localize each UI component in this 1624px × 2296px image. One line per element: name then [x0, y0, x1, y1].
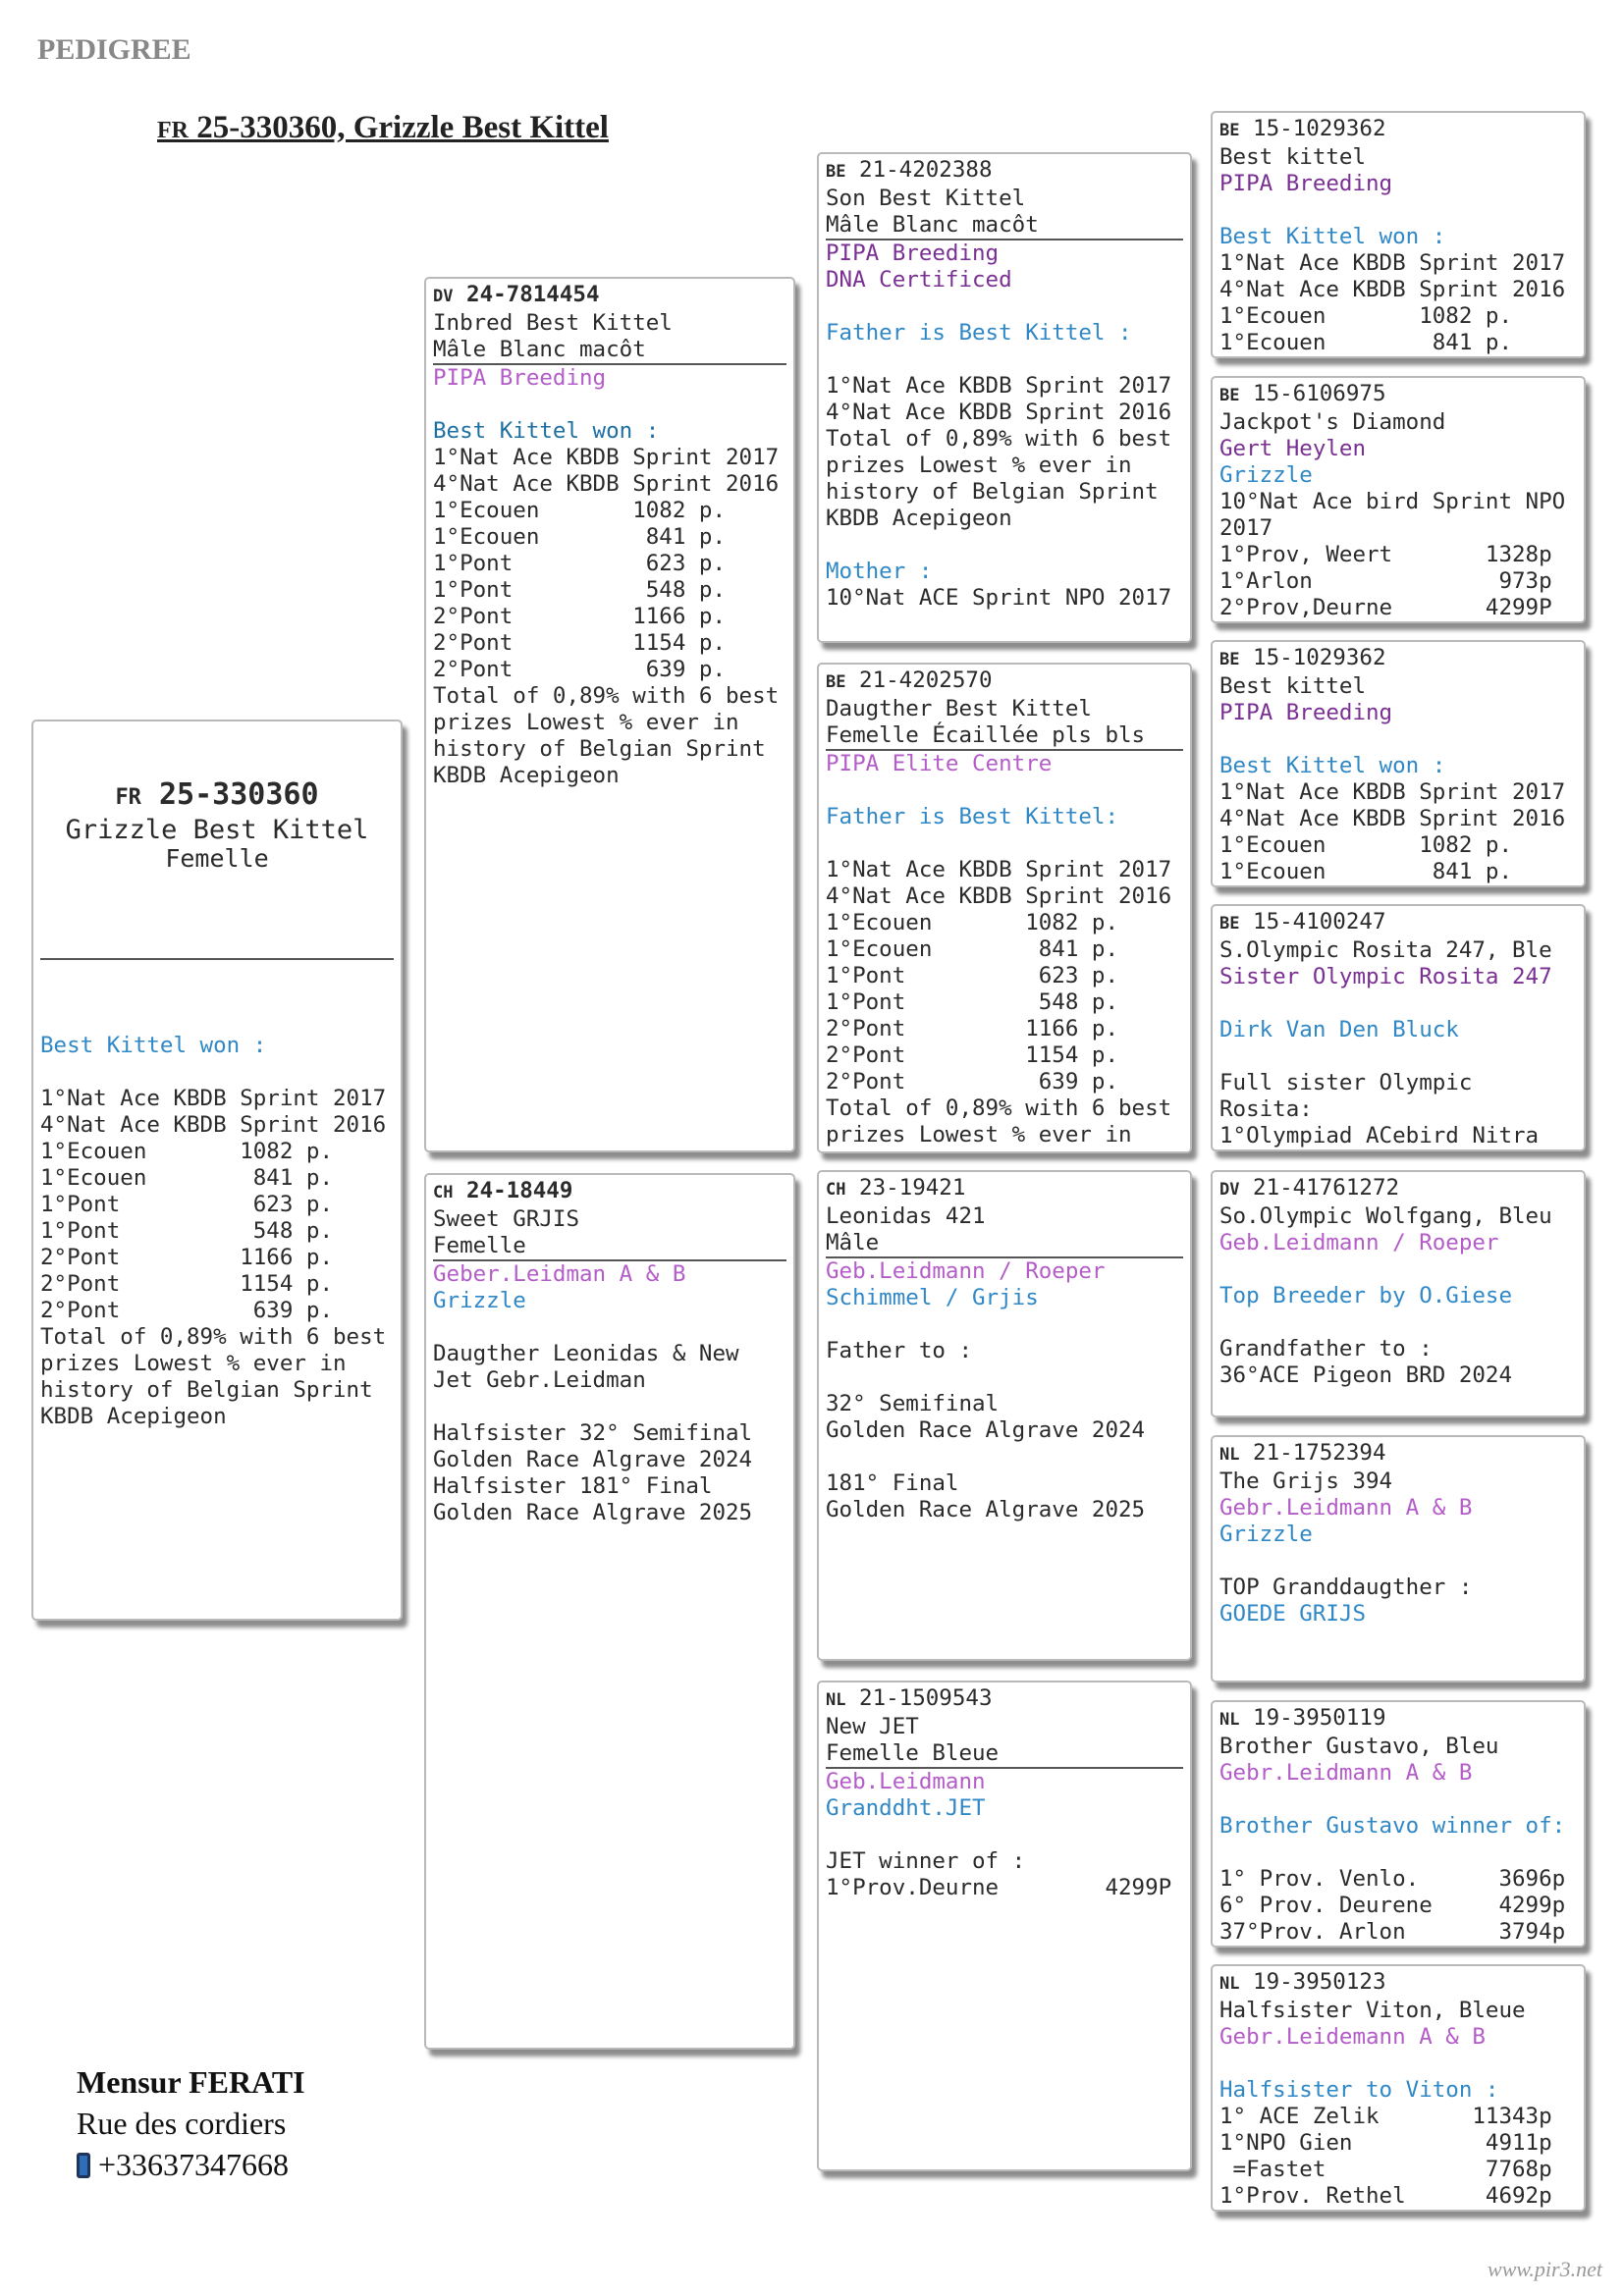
detail-line: 1°Nat Ace KBDB Sprint 2017 [1219, 250, 1566, 276]
ring-number: 21-41761272 [1253, 1175, 1400, 1201]
country-code: DV [1219, 1180, 1240, 1200]
detail-line: 32° Semifinal [826, 1391, 1000, 1416]
root-pigeon-card [31, 720, 403, 1621]
mobile-phone-icon [77, 2153, 90, 2178]
detail-line: 1°Ecouen 1082 p. [826, 910, 1119, 935]
detail-line: 1°Ecouen 1082 p. [1219, 303, 1513, 329]
detail-line [826, 294, 1183, 320]
detail-line: 181° Final [826, 1470, 959, 1496]
detail-line: Best kittel [1219, 144, 1367, 170]
detail-line: 1° Prov. Venlo. 3696p [1219, 1866, 1566, 1892]
detail-line: New JET [826, 1714, 919, 1739]
detail-line: 1°Olympiad ACebird Nitra [1219, 1123, 1540, 1148]
detail-line: 1°Ecouen 1082 p. [1219, 832, 1513, 858]
detail-line: Best kittel [1219, 673, 1367, 699]
footer-website: www.pir3.net [1488, 2257, 1602, 2281]
detail-line: PIPA Elite Centre [826, 751, 1053, 776]
detail-line [826, 347, 1183, 373]
detail-line: Mâle Blanc macôt [826, 212, 1183, 240]
dam-card [424, 1173, 795, 2050]
detail-line: KBDB Acepigeon [826, 506, 1012, 531]
ring-header [826, 667, 1183, 696]
detail-line: Grandfather to : [1219, 1336, 1433, 1362]
detail-line [433, 1314, 786, 1341]
detail-line: 1°Ecouen 841 p. [40, 1165, 334, 1191]
country-code: BE [1219, 914, 1240, 934]
country-code: NL [826, 1690, 846, 1710]
detail-line: Golden Race Algrave 2025 [433, 1500, 753, 1525]
gen3-card [817, 1681, 1192, 2171]
detail-line: 4°Nat Ace KBDB Sprint 2016 [1219, 806, 1566, 831]
ring-number: 21-1752394 [1253, 1440, 1386, 1466]
detail-line: Femelle Bleue [826, 1740, 1183, 1769]
detail-line: 1°Pont 548 p. [826, 989, 1119, 1015]
detail-line: 4°Nat Ace KBDB Sprint 2016 [826, 400, 1172, 425]
detail-line [826, 1364, 1183, 1391]
detail-line: prizes Lowest % ever in [40, 1351, 347, 1376]
detail-line: The Grijs 394 [1219, 1468, 1393, 1494]
detail-line: 1°Nat Ace KBDB Sprint 2017 [40, 1086, 387, 1111]
sire-card [424, 277, 795, 1152]
ring-number: 23-19421 [859, 1175, 966, 1201]
detail-line: Geb.Leidmann / Roeper [826, 1258, 1106, 1284]
detail-line: 4°Nat Ace KBDB Sprint 2016 [826, 883, 1172, 909]
ring-number: 24-7814454 [466, 282, 600, 307]
main-heading [157, 110, 609, 146]
detail-line: 2°Pont 1154 p. [40, 1271, 334, 1297]
detail-line: =Fastet 7768p [1219, 2157, 1552, 2182]
detail-line: 2°Pont 639 p. [433, 657, 727, 682]
country-code: BE [1219, 650, 1240, 669]
detail-line: Halfsister Viton, Bleue [1219, 1998, 1526, 2023]
detail-line: Father is Best Kittel: [826, 804, 1119, 829]
owner-block [77, 2061, 305, 2185]
detail-line: 1°Arlon 973p [1219, 568, 1552, 594]
ring-header [1219, 116, 1577, 144]
detail-line: Golden Race Algrave 2024 [433, 1447, 753, 1472]
root-sex: Femelle [165, 844, 269, 873]
ring-number: 15-6106975 [1253, 381, 1386, 406]
detail-line: Gebr.Leidmann A & B [1219, 1495, 1473, 1521]
detail-line: Dirk Van Den Bluck [1219, 1017, 1459, 1042]
detail-line: 4°Nat Ace KBDB Sprint 2016 [40, 1112, 387, 1138]
detail-line: prizes Lowest % ever in [826, 453, 1132, 478]
detail-line: KBDB Acepigeon [40, 1404, 227, 1429]
detail-line [1219, 990, 1577, 1017]
gen4-card [1211, 1964, 1586, 2212]
owner-address: Rue des cordiers [77, 2106, 287, 2141]
detail-line: Halfsister 181° Final [433, 1473, 713, 1499]
ring-header [826, 157, 1183, 186]
detail-line: 1°NPO Gien 4911p [1219, 2130, 1552, 2156]
gen4-card [1211, 376, 1586, 623]
root-ring: 25-330360 [159, 777, 319, 812]
owner-phone-row [77, 2144, 305, 2185]
detail-line: 37°Prov. Arlon 3794p [1219, 1919, 1566, 1945]
ring-header [1219, 909, 1577, 937]
root-divider [40, 932, 394, 960]
detail-line: Halfsister 32° Semifinal [433, 1420, 753, 1446]
country-code: NL [1219, 1710, 1240, 1730]
detail-line [826, 830, 1183, 857]
detail-line: Daugther Leonidas & New [433, 1341, 739, 1366]
detail-line: Total of 0,89% with 6 best [826, 426, 1172, 452]
detail-line: 2°Pont 1154 p. [826, 1042, 1119, 1068]
detail-line: Best Kittel won : [1219, 224, 1446, 249]
detail-line: 1°Prov. Rethel 4692p [1219, 2183, 1552, 2209]
ring-header [1219, 645, 1577, 673]
detail-line: Geb.Leidmann [826, 1769, 986, 1794]
detail-line: Jet Gebr.Leidman [433, 1367, 646, 1393]
detail-line: Gebr.Leidmann A & B [1219, 1760, 1473, 1786]
detail-line: Sister Olympic Rosita 247 [1219, 964, 1552, 989]
ring-number: 24-18449 [466, 1178, 573, 1203]
country-code: BE [1219, 386, 1240, 405]
owner-name: Mensur FERATI [77, 2064, 305, 2100]
detail-line: 2°Pont 639 p. [826, 1069, 1119, 1095]
detail-line: 1°Ecouen 841 p. [433, 524, 727, 550]
detail-line [1219, 1787, 1577, 1813]
detail-line [826, 777, 1183, 804]
detail-line [826, 1444, 1183, 1470]
detail-line: Total of 0,89% with 6 best [40, 1324, 387, 1350]
detail-line: Brother Gustavo, Bleu [1219, 1734, 1499, 1759]
detail-line: Total of 0,89% with 6 best [433, 683, 780, 709]
ring-header [433, 1178, 786, 1206]
detail-line: 1°Nat Ace KBDB Sprint 2017 [826, 373, 1172, 399]
detail-line: 1°Ecouen 1082 p. [40, 1139, 334, 1164]
gen3-card [817, 152, 1192, 643]
detail-line: prizes Lowest % ever in [433, 710, 739, 735]
detail-line: Father to : [826, 1338, 973, 1363]
detail-line: prizes Lowest % ever in [826, 1122, 1132, 1148]
detail-line: PIPA Breeding [826, 240, 1000, 266]
detail-line: 1°Ecouen 1082 p. [433, 498, 727, 523]
detail-line [1219, 726, 1577, 753]
detail-line: Best Kittel won : [433, 418, 660, 444]
detail-line: So.Olympic Wolfgang, Bleu [1219, 1203, 1552, 1229]
main-heading-text: 25-330360, Grizzle Best Kittel [189, 110, 609, 145]
detail-line [1219, 1043, 1577, 1070]
country-code: BE [826, 672, 846, 692]
detail-line: 2°Pont 1166 p. [433, 604, 727, 629]
ring-header [826, 1175, 1183, 1203]
detail-line [1219, 1309, 1577, 1336]
root-header [40, 777, 394, 873]
detail-line: 1°Prov, Weert 1328p [1219, 542, 1552, 567]
detail-line: Gebr.Leidemann A & B [1219, 2024, 1486, 2050]
ring-number: 15-4100247 [1253, 909, 1386, 934]
detail-line [826, 1311, 1183, 1338]
detail-line: Granddht.JET [826, 1795, 986, 1821]
detail-line: 1°Ecouen 841 p. [826, 936, 1119, 962]
country-code: DV [433, 287, 454, 306]
gen3-card [817, 1170, 1192, 1661]
detail-line: KBDB Acepigeon [433, 763, 620, 788]
detail-line: 1°Pont 623 p. [826, 963, 1119, 988]
detail-line: 1°Nat Ace KBDB Sprint 2017 [1219, 779, 1566, 805]
detail-line: 1°Pont 623 p. [433, 551, 727, 576]
country-code: BE [826, 162, 846, 182]
detail-line: history of Belgian Sprint [433, 736, 766, 762]
ring-number: 19-3950119 [1253, 1705, 1386, 1731]
detail-line [40, 1059, 394, 1086]
detail-line: 1°Nat Ace KBDB Sprint 2017 [826, 857, 1172, 882]
gen3-card [817, 663, 1192, 1153]
detail-line: 1°Nat Ace KBDB Sprint 2017 [433, 445, 780, 470]
detail-line: Mâle [826, 1230, 1183, 1258]
ring-number: 21-4202570 [859, 667, 993, 693]
ring-header [1219, 1969, 1577, 1998]
ring-header [1219, 1440, 1577, 1468]
detail-line: 10°Nat ACE Sprint NPO 2017 [826, 585, 1172, 611]
detail-line: 4°Nat Ace KBDB Sprint 2016 [433, 471, 780, 497]
detail-line: 1°Prov.Deurne 4299P [826, 1875, 1172, 1900]
detail-line: Father is Best Kittel : [826, 320, 1132, 346]
detail-line: Golden Race Algrave 2025 [826, 1497, 1146, 1522]
country-code: NL [1219, 1445, 1240, 1465]
ring-number: 21-4202388 [859, 157, 993, 183]
detail-line [1219, 1256, 1577, 1283]
detail-line: 2°Pont 639 p. [40, 1298, 334, 1323]
country-code: BE [1219, 121, 1240, 140]
detail-line: Geb.Leidmann / Roeper [1219, 1230, 1499, 1255]
detail-line: Brother Gustavo winner of: [1219, 1813, 1566, 1839]
detail-line: Best Kittel won : [40, 1033, 267, 1058]
detail-line: PIPA Breeding [433, 365, 607, 391]
detail-line: 1° ACE Zelik 11343p [1219, 2104, 1552, 2129]
detail-line [1219, 2051, 1577, 2077]
detail-line: PIPA Breeding [1219, 171, 1393, 196]
root-name: Grizzle Best Kittel [65, 815, 369, 845]
gen4-card [1211, 1700, 1586, 1948]
detail-line: DNA Certificed [826, 267, 1012, 293]
detail-line: 1°Pont 548 p. [433, 577, 727, 603]
gen4-card [1211, 904, 1586, 1151]
detail-line: 1°Ecouen 841 p. [1219, 330, 1513, 355]
gen4-card [1211, 640, 1586, 887]
detail-line: Femelle [433, 1233, 786, 1261]
detail-line: 10°Nat Ace bird Sprint NPO [1219, 489, 1566, 514]
detail-line: history of Belgian Sprint [40, 1377, 373, 1403]
detail-line: Golden Race Algrave 2024 [826, 1417, 1146, 1443]
detail-line: 6° Prov. Deurene 4299p [1219, 1893, 1566, 1918]
detail-line: 2°Pont 1166 p. [40, 1245, 334, 1270]
detail-line [1219, 1840, 1577, 1866]
detail-line: PIPA Breeding [1219, 700, 1393, 725]
owner-phone: +33637347668 [98, 2147, 290, 2182]
detail-line: Jackpot's Diamond [1219, 409, 1446, 435]
detail-line: 4°Nat Ace KBDB Sprint 2016 [1219, 277, 1566, 302]
detail-line: Gert Heylen [1219, 436, 1367, 461]
gen4-card [1211, 1170, 1586, 1417]
root-details [40, 1033, 394, 1430]
detail-line: Grizzle [1219, 462, 1313, 488]
detail-line: TOP Granddaugther : [1219, 1575, 1473, 1600]
main-heading-country: FR [157, 118, 189, 143]
detail-line [1219, 197, 1577, 224]
detail-line: GOEDE GRIJS [1219, 1601, 1367, 1627]
country-code: CH [433, 1183, 454, 1202]
detail-line: Mâle Blanc macôt [433, 337, 786, 365]
ring-number: 21-1509543 [859, 1685, 993, 1711]
ring-number: 15-1029362 [1253, 645, 1386, 670]
detail-line: Inbred Best Kittel [433, 310, 673, 336]
page-title: PEDIGREE [37, 33, 191, 66]
detail-line: 2°Prov,Deurne 4299P [1219, 595, 1552, 620]
detail-line: 1°Pont 623 p. [40, 1192, 334, 1217]
ring-header [1219, 1705, 1577, 1734]
detail-line: Halfsister to Viton : [1219, 2077, 1499, 2103]
ring-header [1219, 1175, 1577, 1203]
ring-header [1219, 381, 1577, 409]
country-code: CH [826, 1180, 846, 1200]
detail-line: Son Best Kittel [826, 186, 1026, 211]
detail-line: 2°Pont 1154 p. [433, 630, 727, 656]
detail-line: Grizzle [433, 1288, 526, 1313]
root-country: FR [115, 785, 141, 810]
detail-line: Femelle Écaillée pls bls [826, 722, 1183, 751]
detail-line: Schimmel / Grjis [826, 1285, 1039, 1310]
gen4-card [1211, 1435, 1586, 1682]
ring-number: 19-3950123 [1253, 1969, 1386, 1995]
detail-line: 36°ACE Pigeon BRD 2024 [1219, 1362, 1513, 1388]
detail-line: Geber.Leidman A & B [433, 1261, 686, 1287]
ring-header [826, 1685, 1183, 1714]
detail-line: S.Olympic Rosita 247, Ble [1219, 937, 1552, 963]
detail-line [1219, 1548, 1577, 1575]
detail-line: Best Kittel won : [1219, 753, 1446, 778]
detail-line: Leonidas 421 [826, 1203, 986, 1229]
detail-line: 1°Pont 548 p. [40, 1218, 334, 1244]
detail-line [826, 1822, 1183, 1848]
detail-line: 1°Ecouen 841 p. [1219, 859, 1513, 884]
country-code: NL [1219, 1974, 1240, 1994]
ring-header [433, 282, 786, 310]
detail-line: Daugther Best Kittel [826, 696, 1092, 721]
detail-line: JET winner of : [826, 1848, 1026, 1874]
detail-line: Full sister Olympic [1219, 1070, 1473, 1095]
gen4-card [1211, 111, 1586, 358]
detail-line [433, 1394, 786, 1420]
detail-line [826, 532, 1183, 559]
detail-line: Total of 0,89% with 6 best [826, 1095, 1172, 1121]
detail-line: 2017 [1219, 515, 1273, 541]
detail-line: Top Breeder by O.Giese [1219, 1283, 1513, 1308]
detail-line: Mother : [826, 559, 933, 584]
detail-line: 2°Pont 1166 p. [826, 1016, 1119, 1041]
ring-number: 15-1029362 [1253, 116, 1386, 141]
detail-line: Grizzle [1219, 1522, 1313, 1547]
detail-line: Sweet GRJIS [433, 1206, 580, 1232]
detail-line: Rosita: [1219, 1096, 1313, 1122]
detail-line: history of Belgian Sprint [826, 479, 1159, 505]
detail-line [433, 392, 786, 418]
